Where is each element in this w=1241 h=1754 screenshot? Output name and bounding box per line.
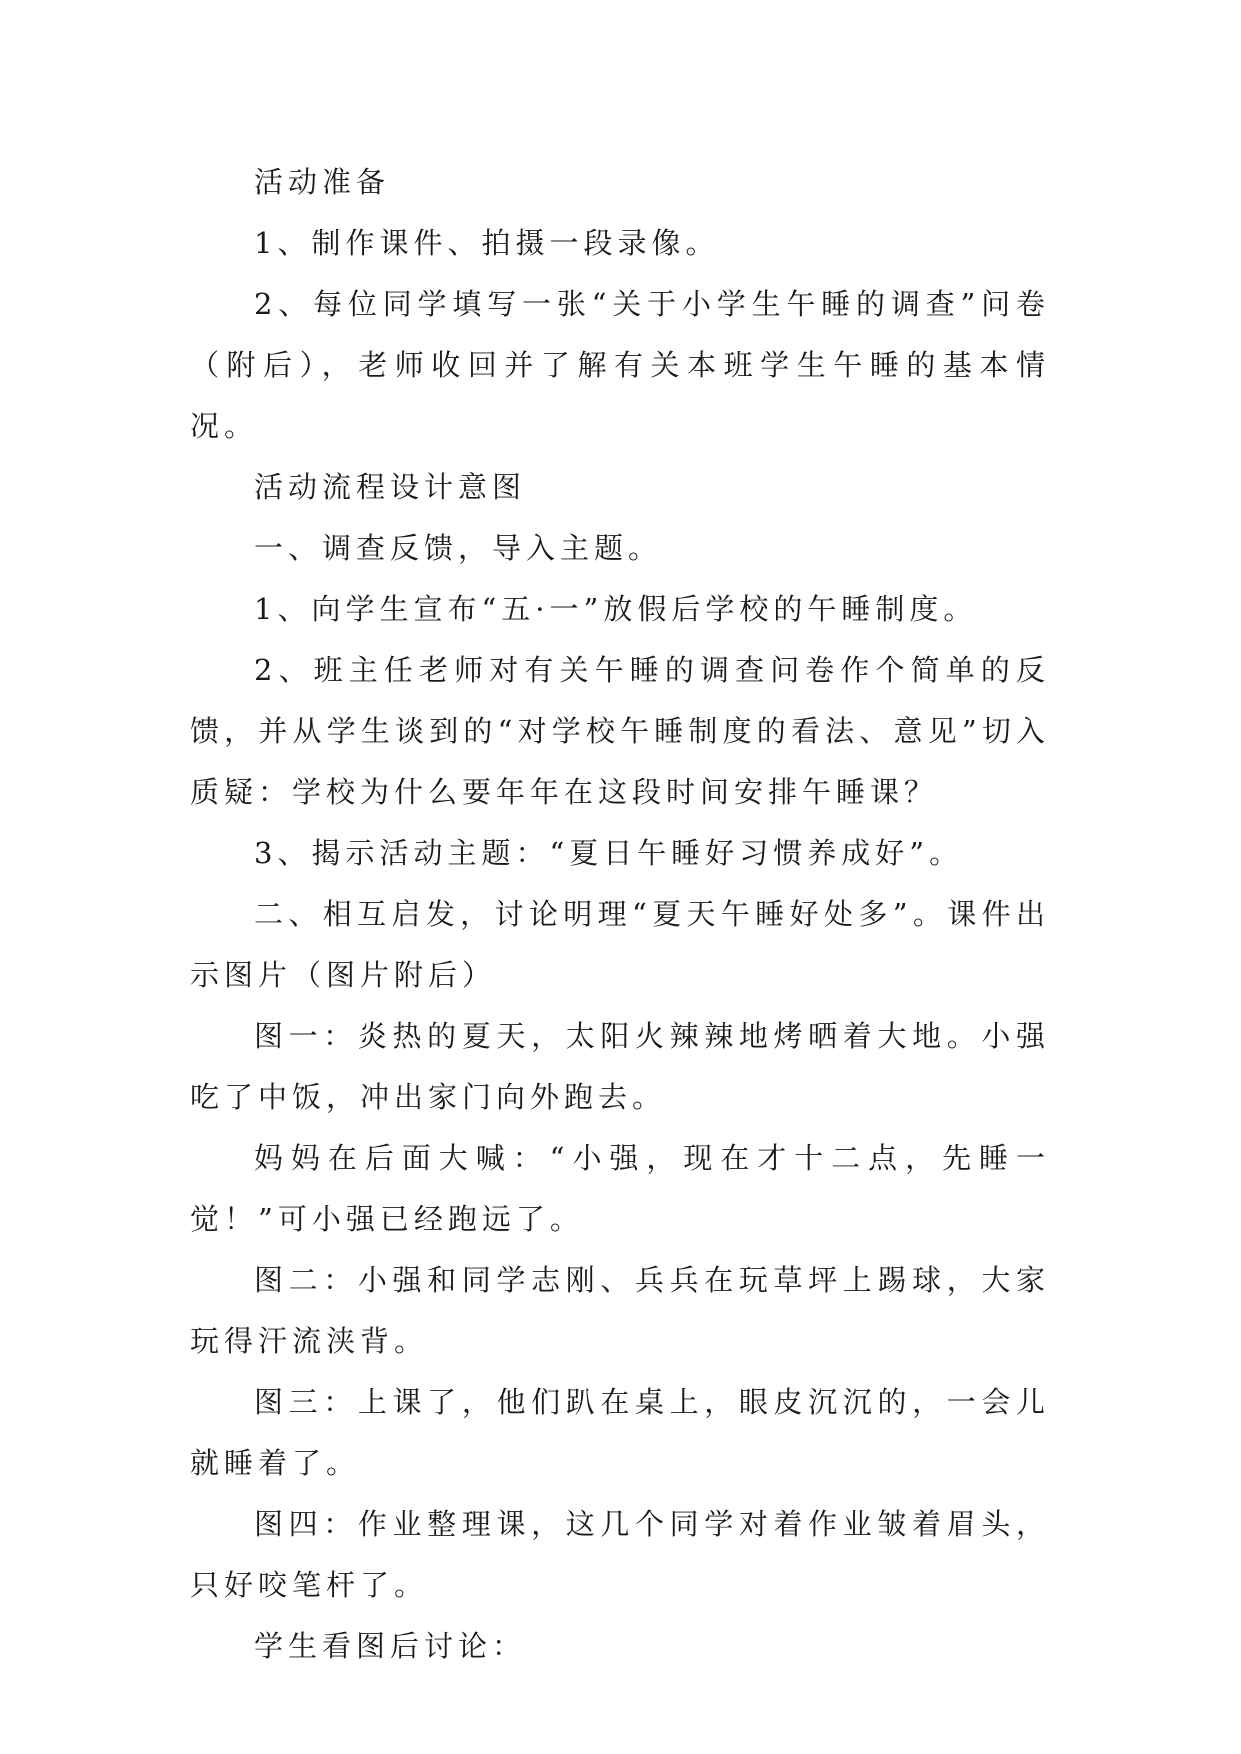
preparation-item-2: 2、每位同学填写一张“关于小学生午睡的调查”问卷（附后），老师收回并了解有关本班学生午睡的基本情况。 — [190, 287, 1050, 443]
preparation-item-1: 1、制作课件、拍摄一段录像。 — [254, 226, 720, 260]
picture-2-text: 图二：小强和同学志刚、兵兵在玩草坪上踢球，大家玩得汗流浃背。 — [190, 1263, 1050, 1358]
document-body — [190, 152, 1050, 1677]
section-heading-process: 活动流程设计意图 — [254, 470, 527, 504]
step-heading-2: 二、相互启发，讨论明理“夏天午睡好处多”。课件出示图片（图片附后） — [190, 897, 1050, 992]
step-heading-1: 一、调查反馈，导入主题。 — [254, 531, 663, 565]
picture-1-text-continued: 妈妈在后面大喊：“小强，现在才十二点，先睡一觉！”可小强已经跑远了。 — [190, 1141, 1050, 1236]
section-heading-preparation: 活动准备 — [254, 165, 391, 199]
picture-1-text: 图一：炎热的夏天，太阳火辣辣地烤晒着大地。小强吃了中饭，冲出家门向外跑去。 — [190, 1019, 1050, 1114]
step-1-item-3: 3、揭示活动主题：“夏日午睡好习惯养成好”。 — [254, 836, 964, 870]
picture-4-text: 图四：作业整理课，这几个同学对着作业皱着眉头，只好咬笔杆了。 — [190, 1507, 1050, 1602]
step-1-item-2: 2、班主任老师对有关午睡的调查问卷作个简单的反馈，并从学生谈到的“对学校午睡制度的看法、意见”切入质疑：学校为什么要年年在这段时间安排午睡课？ — [190, 653, 1050, 809]
picture-3-text: 图三：上课了，他们趴在桌上，眼皮沉沉的，一会儿就睡着了。 — [190, 1385, 1050, 1480]
step-1-item-1: 1、向学生宣布“五·一”放假后学校的午睡制度。 — [254, 592, 978, 626]
discussion-prompt: 学生看图后讨论： — [254, 1629, 527, 1663]
